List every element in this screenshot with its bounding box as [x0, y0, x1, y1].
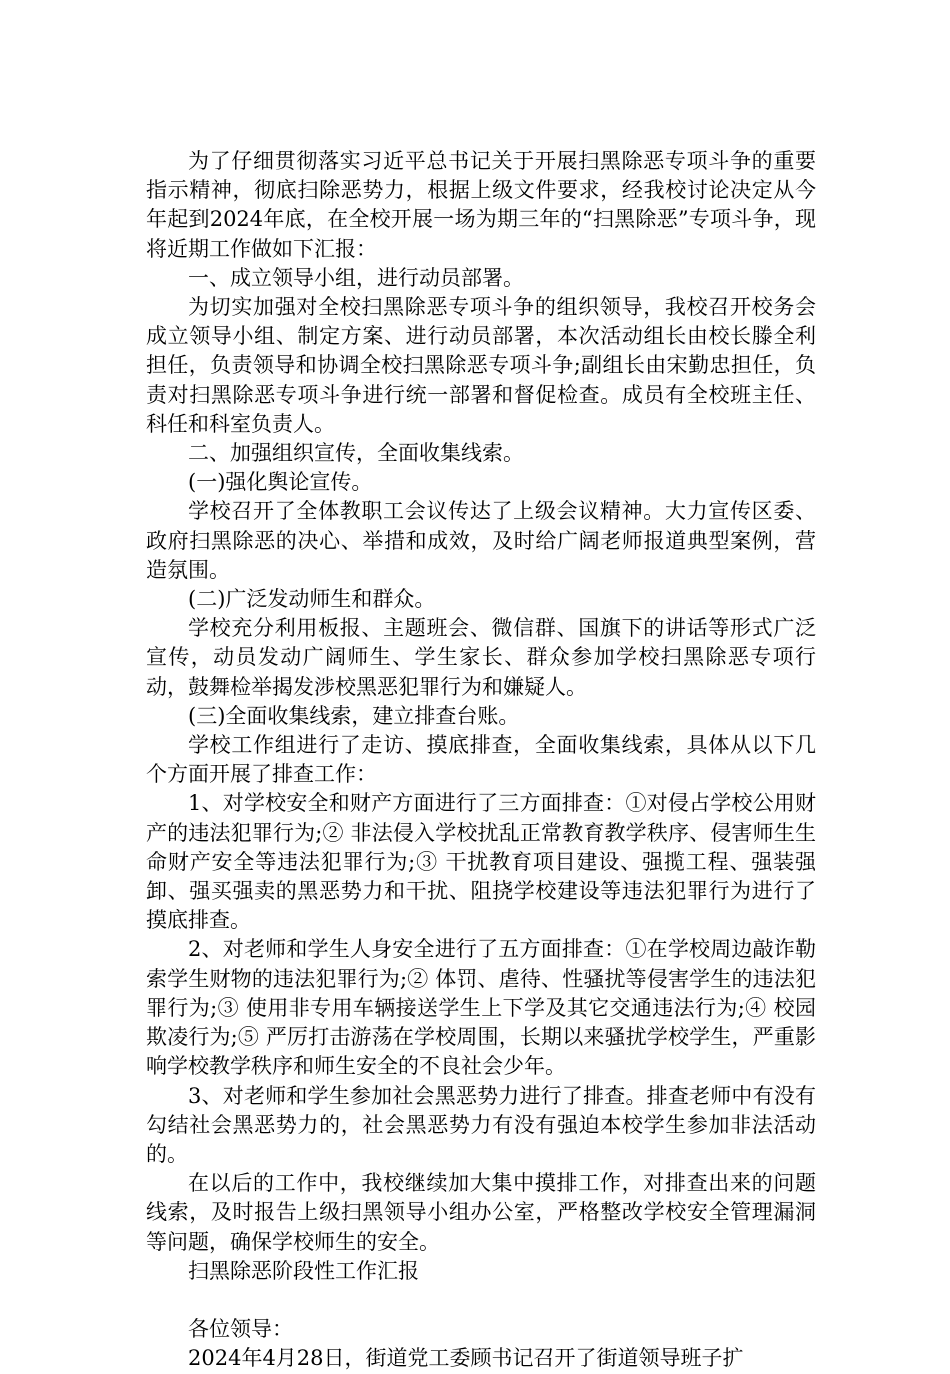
body-paragraph: 在以后的工作中，我校继续加大集中摸排工作，对排查出来的问题线索，及时报告上级扫黑领导小组办公室，严格整改学校安全管理漏洞等问题，确保学校师生的安全。: [146, 1171, 816, 1254]
subsection-heading-1: (一)强化舆论宣传。: [188, 470, 373, 495]
section-heading-2: 二、加强组织宣传，全面收集线索。: [188, 441, 524, 466]
body-paragraph: 为切实加强对全校扫黑除恶专项斗争的组织领导，我校召开校务会成立领导小组、制定方案、进行动员部署，本次活动组长由校长滕全利担任，负责领导和协调全校扫黑除恶专项斗争;副组长由宋勤忠担任，负责对扫黑除恶专项斗争进行统一部署和督促检查。成员有全校班主任、科任和科室负责人。: [146, 295, 816, 436]
report-title: 扫黑除恶阶段性工作汇报: [188, 1258, 419, 1283]
list-item-3: 3、对老师和学生参加社会黑恶势力进行了排查。排查老师中有没有勾结社会黑恶势力的，社会黑恶势力有没有强迫本校学生参加非法活动的。: [146, 1083, 816, 1166]
intro-paragraph: 为了仔细贯彻落实习近平总书记关于开展扫黑除恶专项斗争的重要指示精神，彻底扫除恶势力，根据上级文件要求，经我校讨论决定从今年起到2024年底，在全校开展一场为期三年的“扫黑除恶”专项斗争，现将近期工作做如下汇报：: [146, 149, 816, 261]
subsection-heading-3: (三)全面收集线索，建立排查台账。: [188, 703, 520, 728]
document-body: [146, 147, 816, 1374]
list-item-2: 2、对老师和学生人身安全进行了五方面排查：①在学校周边敲诈勒索学生财物的违法犯罪行为;② 体罚、虐待、性骚扰等侵害学生的违法犯罪行为;③ 使用非专用车辆接送学生上下学及其它交通违法行为;④ 校园欺凌行为;⑤ 严厉打击游荡在学校周围，长期以来骚扰学校学生，严重影响学校教学秩序和师生安全的不良社会少年。: [146, 937, 816, 1079]
blank-line: [146, 1286, 816, 1315]
body-paragraph: 学校工作组进行了走访、摸底排查，全面收集线索，具体从以下几个方面开展了排查工作：: [146, 733, 816, 787]
body-paragraph: 学校充分利用板报、主题班会、微信群、国旗下的讲话等形式广泛宣传，动员发动广阔师生、学生家长、群众参加学校扫黑除恶专项行动，鼓舞检举揭发涉校黑恶犯罪行为和嫌疑人。: [146, 616, 816, 699]
salutation: 各位领导：: [188, 1317, 293, 1342]
body-paragraph: 2024年4月28日，街道党工委顾书记召开了街道领导班子扩: [188, 1346, 744, 1371]
section-heading-1: 一、成立领导小组，进行动员部署。: [188, 265, 524, 290]
subsection-heading-2: (二)广泛发动师生和群众。: [188, 587, 436, 612]
list-item-1: 1、对学校安全和财产方面进行了三方面排查：①对侵占学校公用财产的违法犯罪行为;② 非法侵入学校扰乱正常教育教学秩序、侵害师生生命财产安全等违法犯罪行为;③ 干扰教育项目建设、强揽工程、强装强卸、强买强卖的黑恶势力和干扰、阻挠学校建设等违法犯罪行为进行了摸底排查。: [146, 791, 816, 933]
body-paragraph: 学校召开了全体教职工会议传达了上级会议精神。大力宣传区委、政府扫黑除恶的决心、举措和成效，及时给广阔老师报道典型案例，营造氛围。: [146, 499, 816, 582]
